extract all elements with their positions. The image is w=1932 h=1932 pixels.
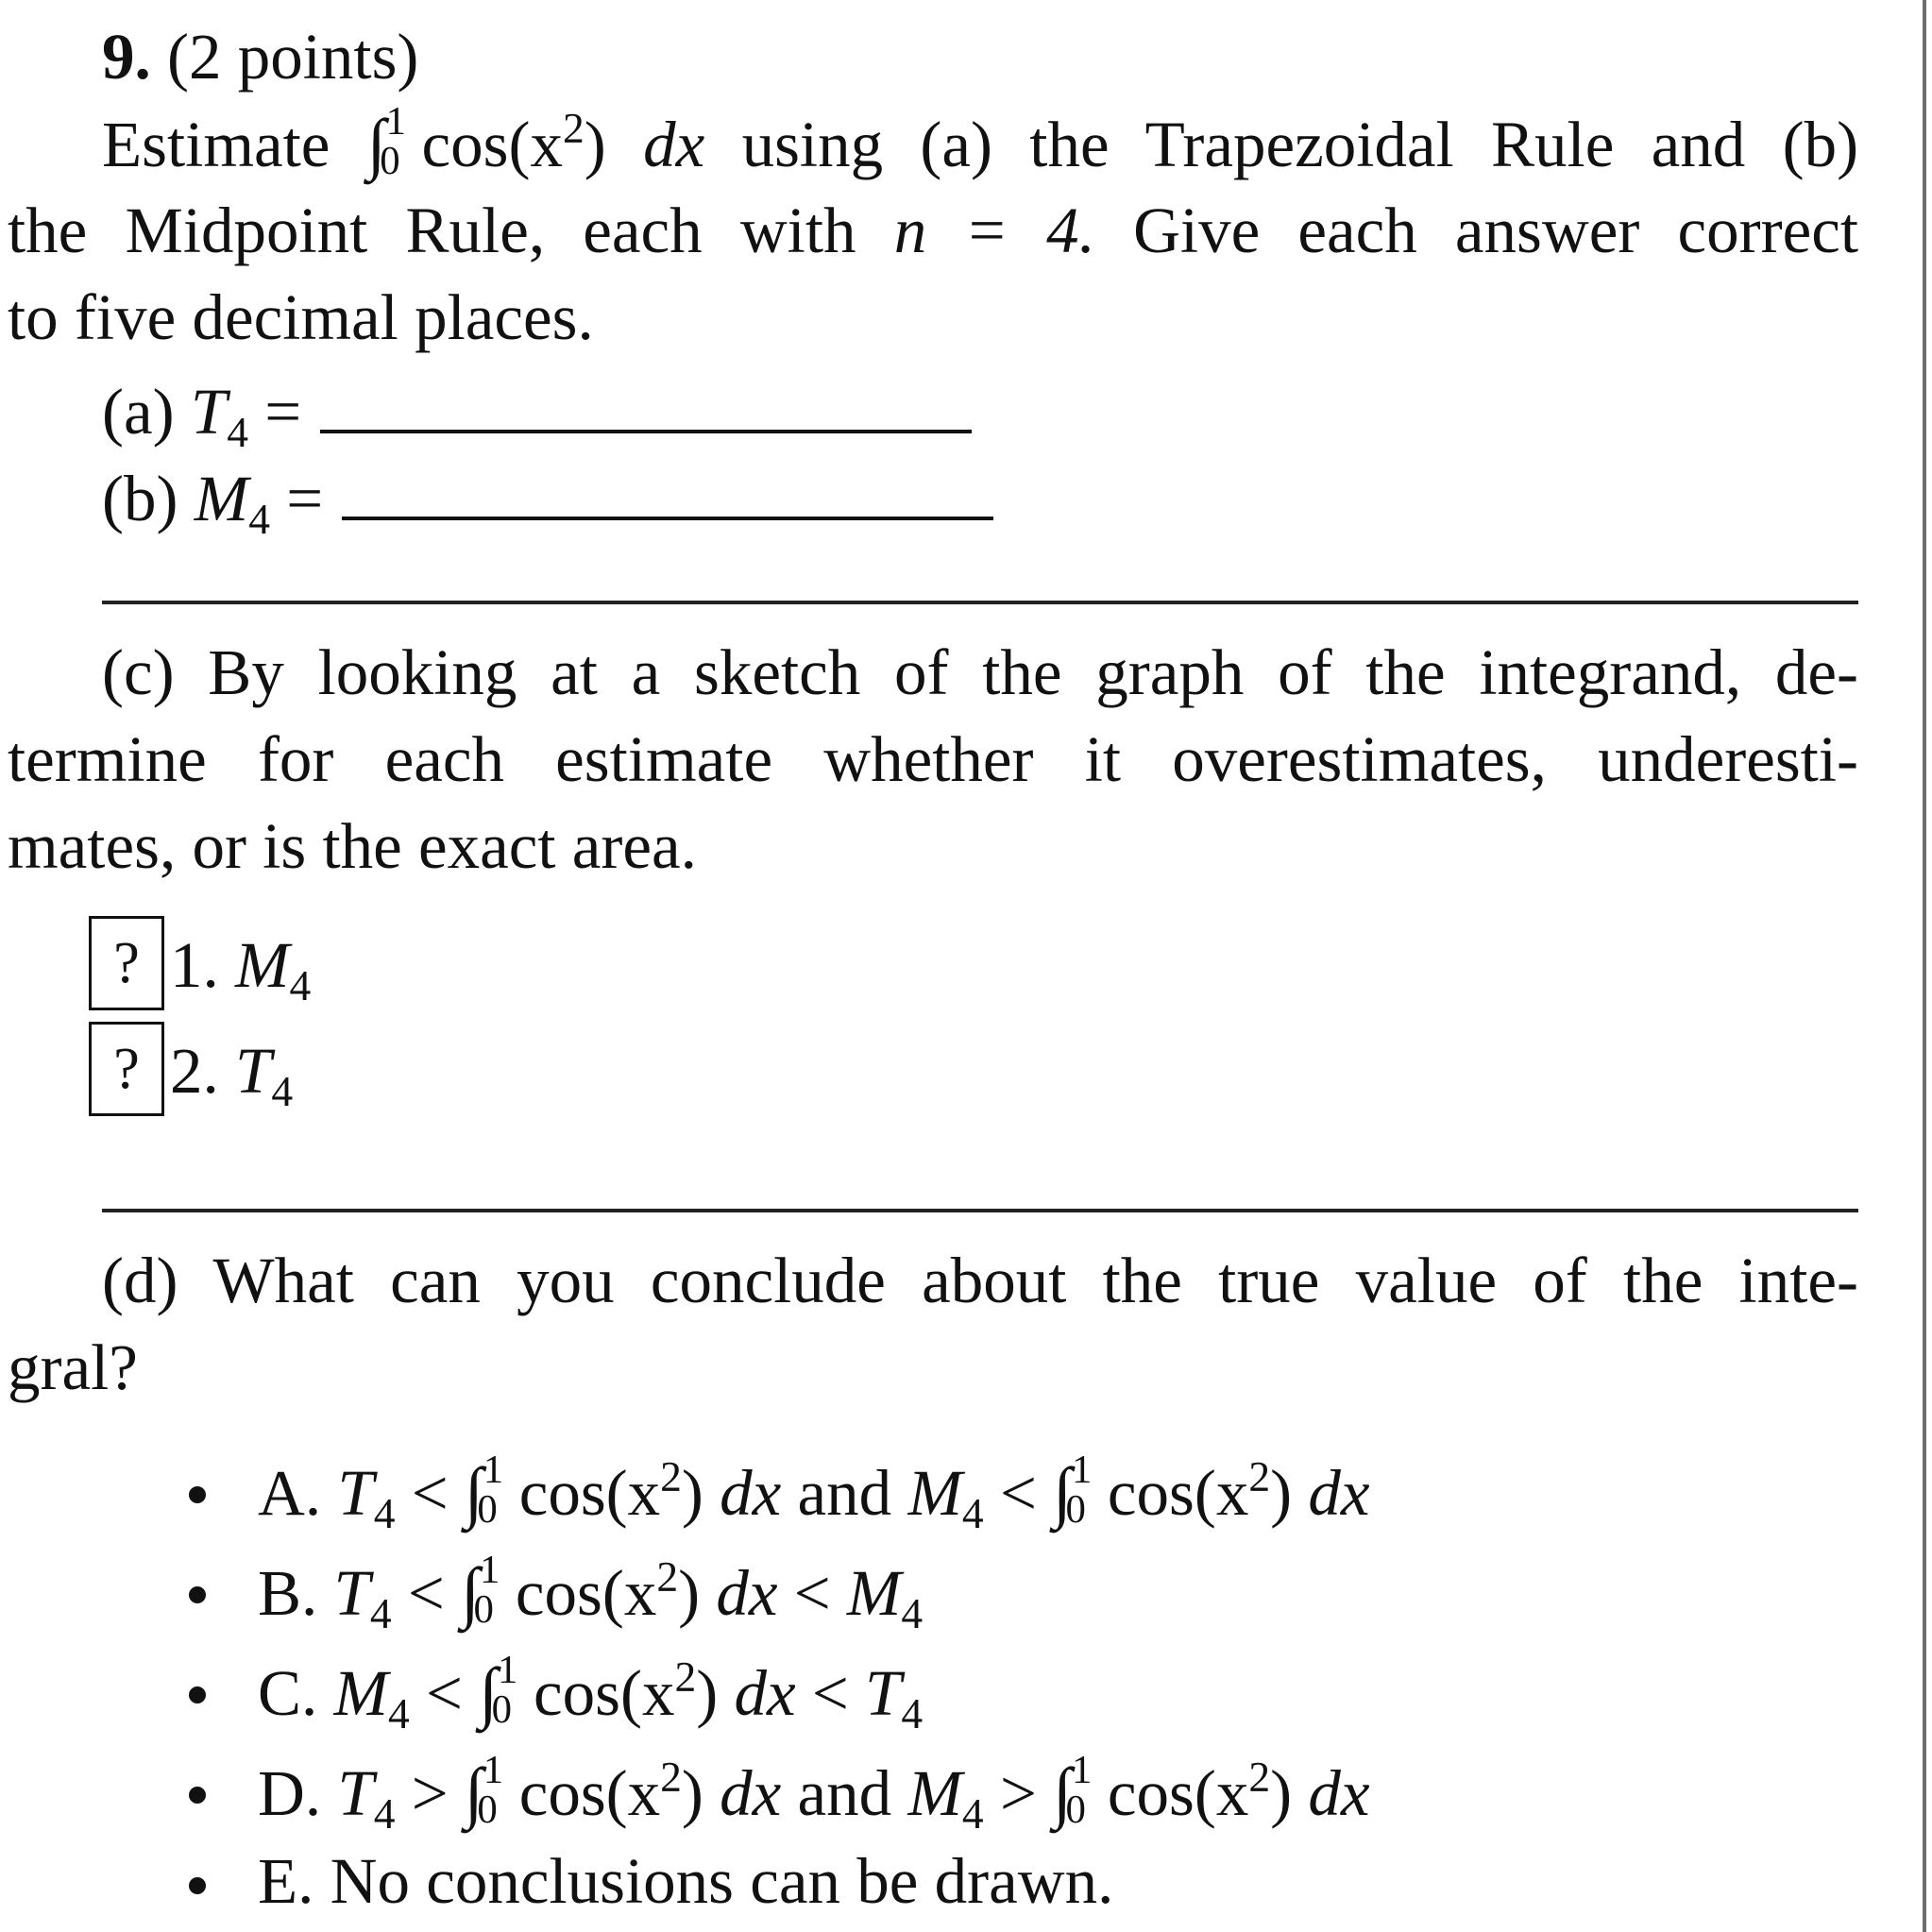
part-b-label: (b) [102,463,178,534]
option-c[interactable]: C. $M_4$ < ∫ 1 0 $\cos(x^2)$ dx < $T_4$ [258,1648,924,1737]
part-a-label: (a) [102,376,175,448]
section-divider-1 [102,601,1858,604]
part-b-row: (b) $M_4$ = [102,455,993,542]
option-a[interactable]: A. $T_4$ < ∫ 1 0 $\cos(x^2)$ dx and $M_4$ < ∫ 1 0 $\cos(x^2)$ dx [258,1448,1370,1537]
part-a-answer-blank[interactable] [320,430,972,433]
option-d[interactable]: D. $T_4$ > ∫ 1 0 $\cos(x^2)$ dx and $M_4$ > ∫ 1 0 $\cos(x^2)$ dx [258,1748,1370,1838]
section-divider-2 [102,1209,1858,1212]
part-c-statement: (c) By looking at a sketch of the graph of the integrand, de- termine for each estimate whether it overestimates, underesti- mates, or is the exact area. [8,636,1858,882]
part-b-answer-blank[interactable] [342,517,993,520]
problem-points: (2 points) [167,21,419,93]
problem-number: 9. [102,21,151,93]
part-c-item-2: 2. $T_4$ [170,1035,294,1115]
part-c-select-2[interactable]: ? [89,1022,164,1116]
statement-line-2: the Midpoint Rule, each with n = 4. Give each answer correct [8,195,1858,266]
option-e[interactable]: E. No conclusions can be drawn. [258,1845,1114,1917]
option-b-bullet [189,1586,206,1603]
statement-line-3: to five decimal places. [8,281,594,353]
part-b-symbol: M [194,463,249,534]
part-c-select-1[interactable]: ? [89,916,164,1010]
problem-heading [102,13,418,100]
option-d-bullet [189,1787,206,1804]
statement-line-1: Estimate ∫ 1 0 $\cos(x^2)$ dx using (a) the Trapezoidal Rule and (b) [102,100,1858,183]
part-a-row: (a) $T_4$ = [102,368,972,455]
page-right-border [1923,0,1926,1932]
part-c-item-1: 1. $M_4$ [170,929,312,1009]
option-b[interactable]: B. $T_4$ < ∫ 1 0 $\cos(x^2)$ dx < $M_4$ [258,1548,924,1637]
part-a-symbol: T [190,376,228,448]
option-a-bullet [189,1486,206,1503]
problem-statement [8,100,1858,361]
option-e-bullet [189,1877,206,1894]
option-c-bullet [189,1686,206,1703]
part-d-statement: (d) What can you conclude about the true value of the inte- gral? [8,1245,1858,1403]
